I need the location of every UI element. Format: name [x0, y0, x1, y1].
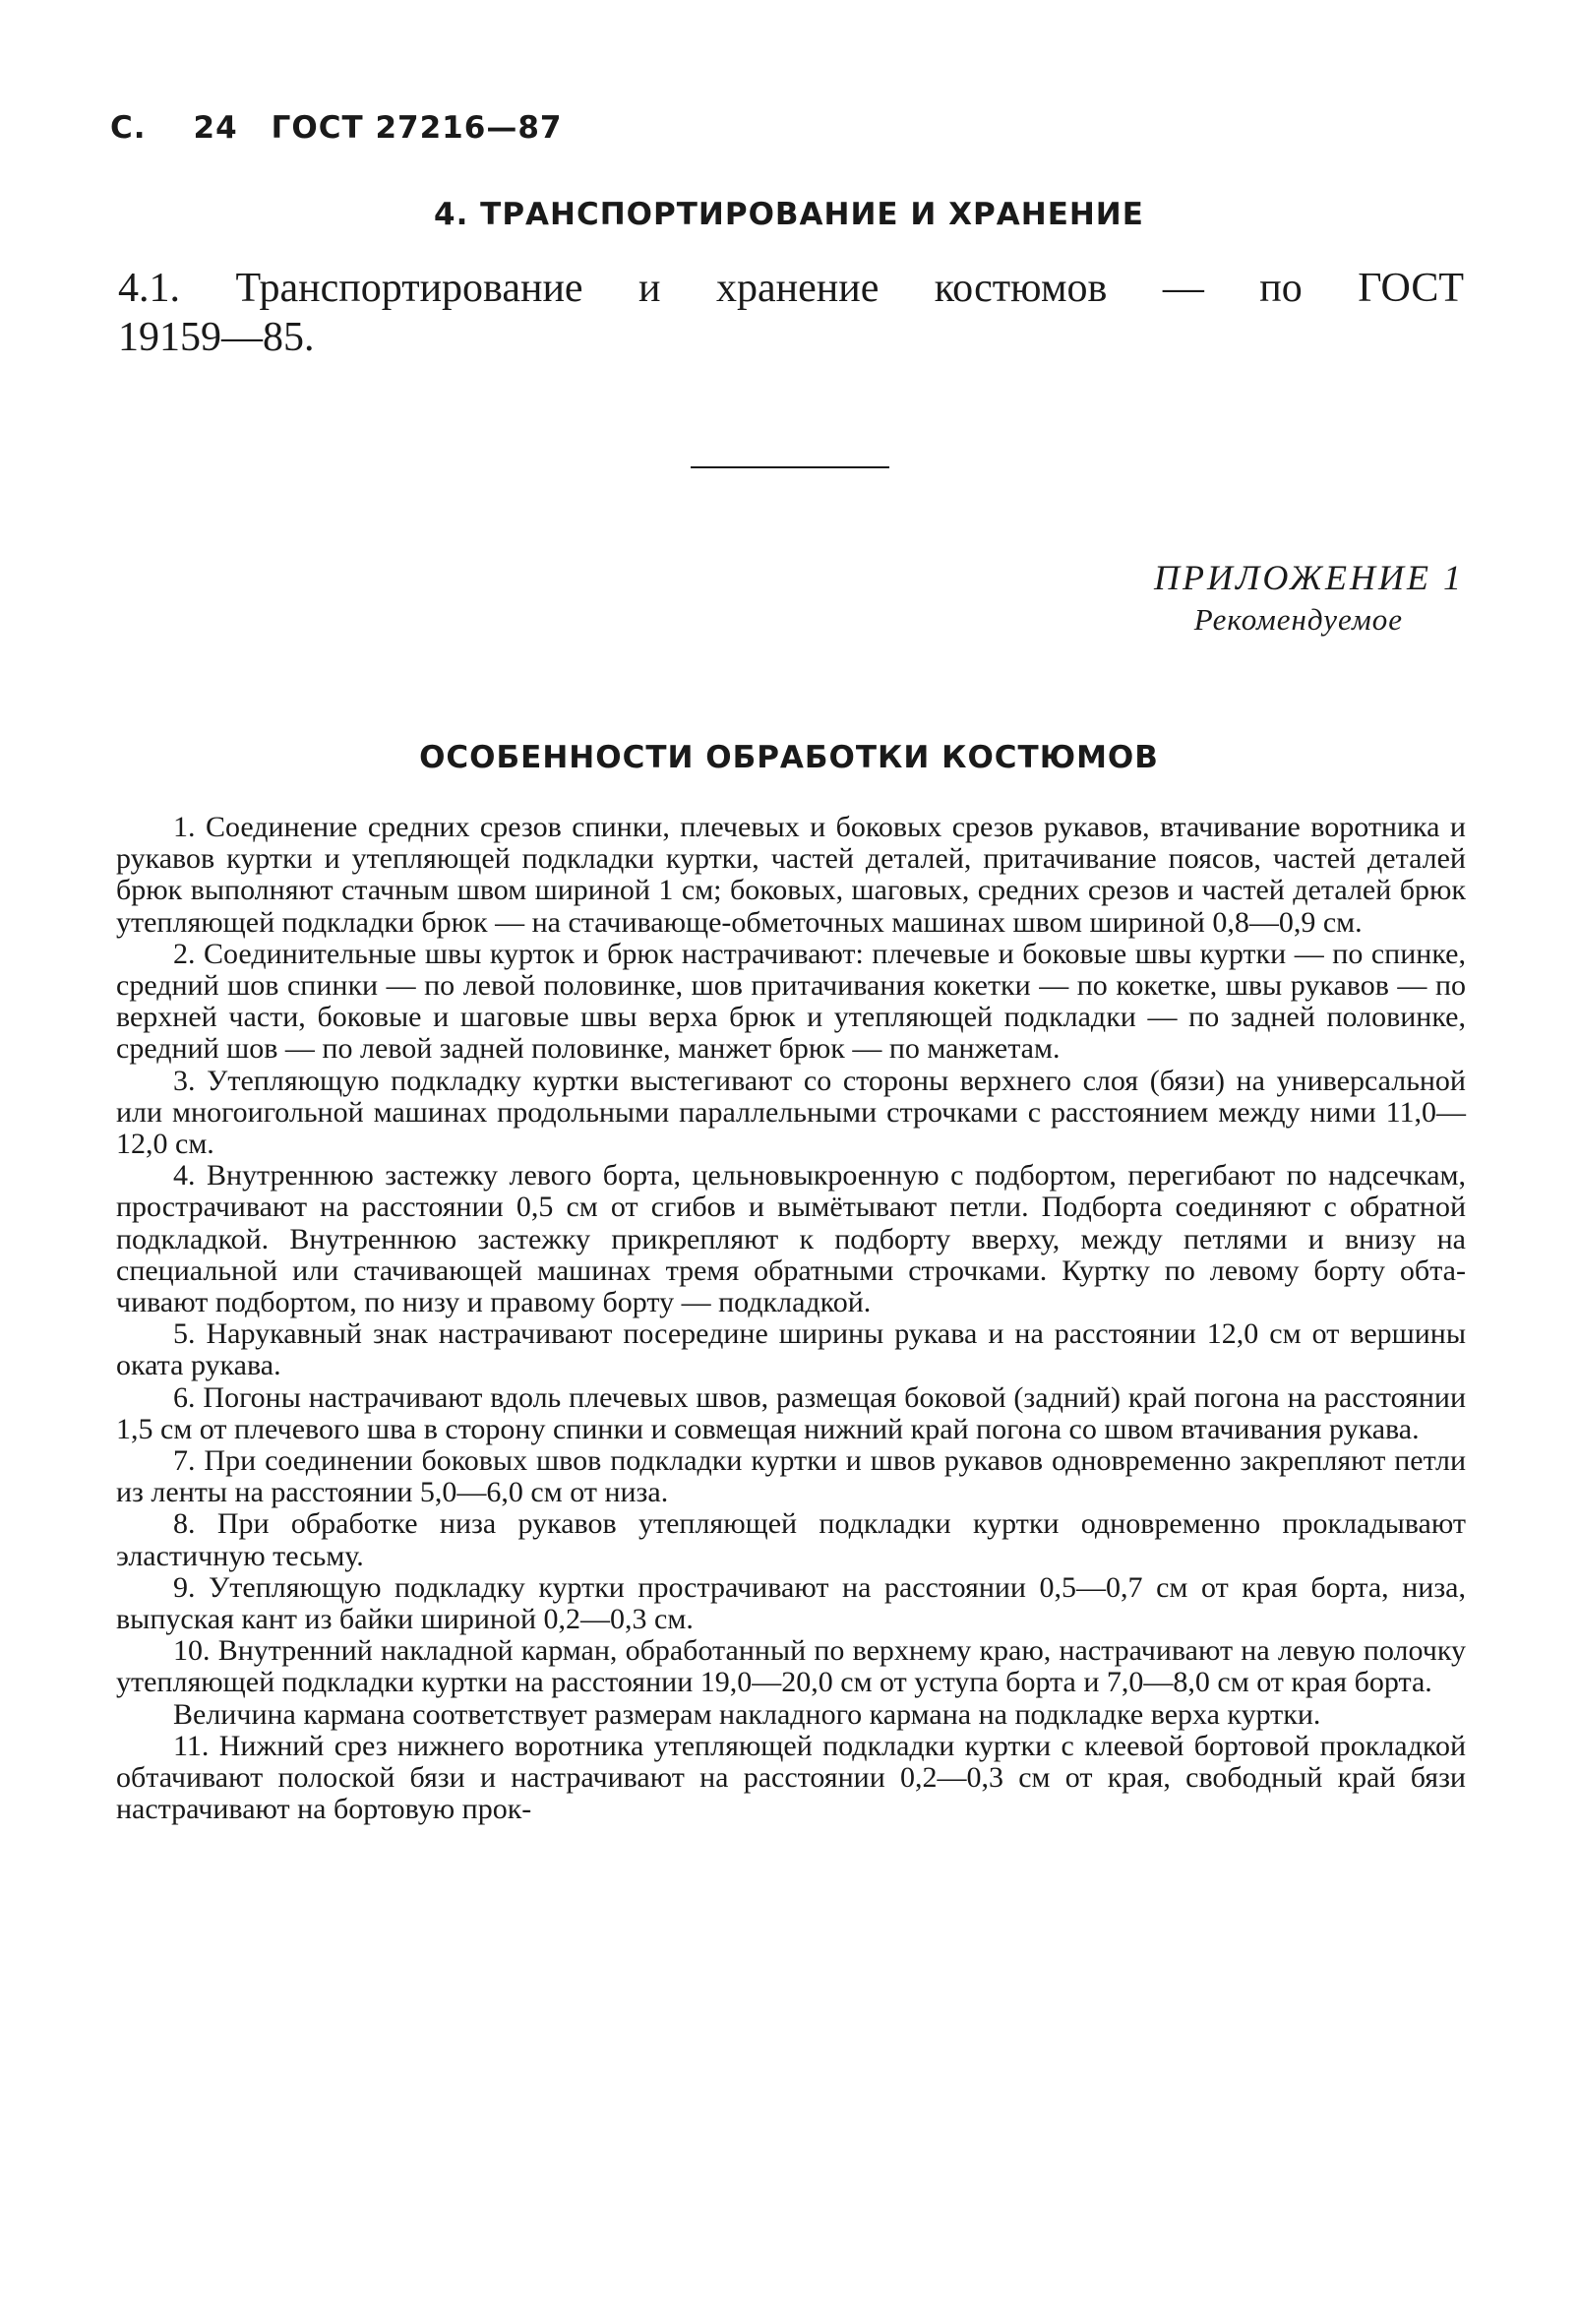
paragraph-8: 8. При обработке низа рукавов утепляющей подкладки куртки одновременно прокладывают эластичную тесьму.	[116, 1507, 1466, 1572]
paragraph-9: 9. Утепляющую подкладку куртки прострачивают на расстоянии 0,5—0,7 см от края борта, низа, выпуская кант из байки шириной 0,2—0,3 см.	[116, 1570, 1466, 1636]
section-divider	[691, 466, 889, 468]
paragraph-5: 5. Нарукавный знак настрачивают посередине ширины рукава и на расстоянии 12,0 см от вершины оката рукава.	[116, 1317, 1466, 1382]
running-header	[110, 110, 562, 146]
page-number: 24	[193, 110, 238, 146]
paragraph-10-note: Величина кармана соответствует размерам накладного кармана на подкладке верха куртки.	[173, 1697, 1321, 1731]
paragraph-1: 1. Соединение средних срезов спинки, плечевых и боковых срезов рукавов, втачивание воротника и рукавов куртки и утепляющей подкладки куртки, частей деталей, притачивание поясов, частей деталей брюк выполняют стачным швом шириной 1 см; боковых, шаговых, средних срезов и частей деталей брюк утепляющей подкладки брюк — на стачивающе-обметочных машинах швом шириной 0,8—0,9 см.	[116, 811, 1466, 939]
clause-4-1-line1: 4.1. Транспортирование и хранение костюмов — по ГОСТ	[118, 266, 1464, 311]
paragraph-11: 11. Нижний срез нижнего воротника утепляющей подкладки куртки с клеевой бортовой прокладкой обтачивают полоской бязи и настрачивают на расстоянии 0,2—0,3 см от края, свободный край бязи настрачивают на бортовую прок-	[116, 1729, 1466, 1826]
paragraph-10: 10. Внутренний накладной карман, обработанный по верхнему краю, настрачивают на левую полочку утепляющей подкладки куртки на расстоянии 19,0—20,0 см от уступа борта и 7,0—8,0 см от края борта.	[116, 1634, 1466, 1699]
paragraph-7: 7. При соединении боковых швов подкладки куртки и швов рукавов одновременно закрепляют петли из ленты на расстоянии 5,0—6,0 см от низа.	[116, 1444, 1466, 1509]
appendix-status: Рекомендуемое	[1193, 602, 1403, 637]
appendix-heading: ОСОБЕННОСТИ ОБРАБОТКИ КОСТЮМОВ	[419, 740, 1159, 775]
clause-4-1-line2: 19159—85.	[118, 315, 315, 360]
appendix-title: ПРИЛОЖЕНИЕ 1	[1154, 558, 1464, 597]
appendix-body	[116, 812, 1466, 1826]
paragraph-6: 6. Погоны настрачивают вдоль плечевых швов, размещая боковой (задний) край погона на расстоянии 1,5 см от плечевого шва в сторону спинки и совмещая нижний край погона со швом втачивания рукава.	[116, 1380, 1466, 1445]
page-prefix: С.	[110, 110, 147, 146]
section-heading-transport: 4. ТРАНСПОРТИРОВАНИЕ И ХРАНЕНИЕ	[434, 197, 1144, 232]
paragraph-2: 2. Соединительные швы курток и брюк настрачивают: плечевые и боковые швы куртки — по спинке, средний шов спинки — по левой половинке, шов притачивания кокетки — по кокетке, швы рукавов — по верхней части, боковые и шаговые швы верха брюк и утепляющей подкладки — по задней половинке, средний шов — по левой задней половинке, манжет брюк — по манжетам.	[116, 937, 1466, 1066]
paragraph-3: 3. Утепляющую подкладку куртки выстегивают со стороны верхнего слоя (бязи) на универсальной или многоигольной машинах продольными параллельными строчками с расстоянием между ними 11,0—12,0 см.	[116, 1064, 1466, 1161]
paragraph-4: 4. Внутреннюю застежку левого борта, цельновыкроенную с подбортом, перегибают по надсечкам, прострачивают на расстоянии 0,5 см от сгибов и вымётывают петли. Подборта соединяют с обратной подкладкой. Внутреннюю застежку прикрепляют к подборту вверху, между петлями и внизу на специальной или стачивающей машинах тремя обратными строчками. Куртку по левому борту обтачивают подбортом, по низу и правому борту — подкладкой.	[116, 1159, 1466, 1319]
document-code: ГОСТ 27216—87	[271, 110, 563, 146]
